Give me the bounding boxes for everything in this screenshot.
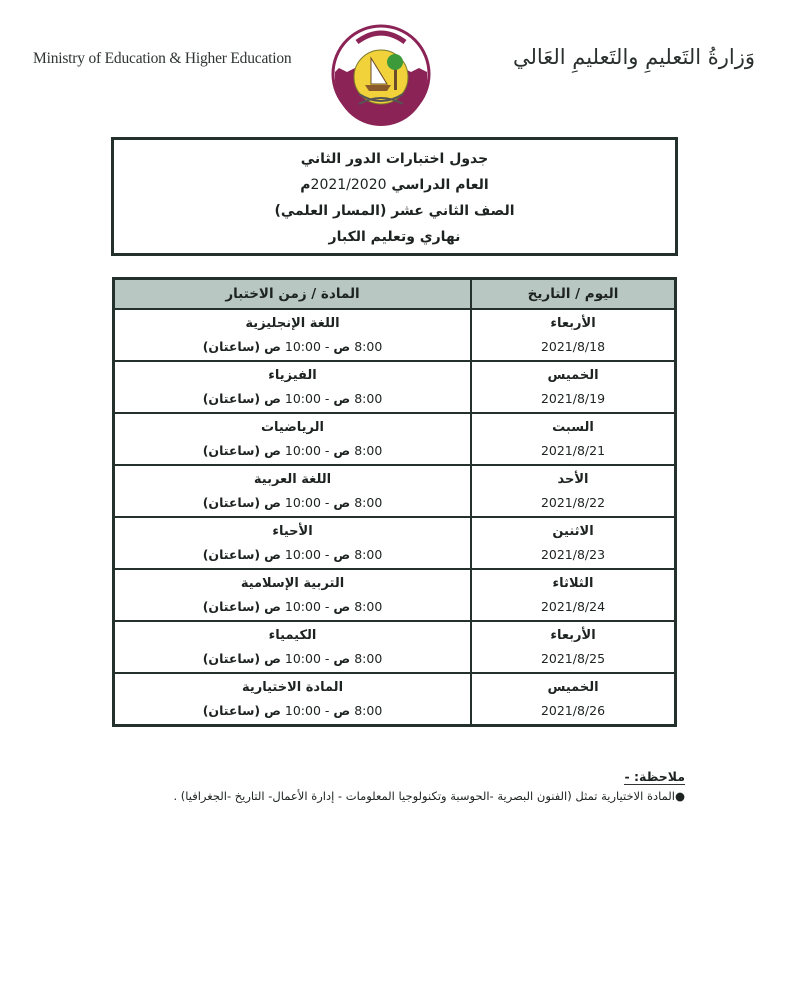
day-date-cell	[471, 465, 676, 517]
day-name: الأحد	[557, 472, 589, 487]
time-dash: -	[324, 495, 330, 510]
table-row	[114, 621, 676, 673]
exam-time	[115, 335, 470, 360]
am-marker: ص	[264, 651, 281, 666]
am-marker: ص	[264, 599, 281, 614]
subject-name: اللغة الإنجليزية	[245, 316, 340, 331]
exam-schedule-table	[112, 277, 677, 727]
am-marker: ص	[333, 495, 351, 510]
exam-date: 2021/8/19	[540, 391, 606, 406]
subject-name: الفيزياء	[268, 368, 317, 383]
exam-date: 2021/8/25	[540, 651, 606, 666]
duration: (ساعتان)	[202, 651, 261, 666]
subject-time-cell	[114, 569, 472, 621]
qatar-emblem-logo	[331, 22, 431, 126]
ministry-name-arabic: وَزارةُ التَعليمِ والتَعليمِ العَالي	[512, 45, 755, 69]
am-marker: ص	[264, 443, 281, 458]
am-marker: ص	[333, 339, 351, 354]
am-marker: ص	[264, 495, 281, 510]
exam-time	[115, 439, 470, 464]
duration: (ساعتان)	[202, 703, 261, 718]
duration: (ساعتان)	[202, 495, 261, 510]
start-time: 8:00	[354, 443, 383, 458]
title-line-4: نهاري وتعليم الكبار	[328, 229, 461, 245]
ministry-name-english: Ministry of Education & Higher Education	[33, 50, 292, 67]
am-marker: ص	[333, 651, 351, 666]
am-marker: ص	[264, 547, 281, 562]
end-time: 10:00	[284, 599, 321, 614]
am-marker: ص	[264, 391, 281, 406]
table-header-row	[114, 279, 676, 310]
end-time: 10:00	[284, 443, 321, 458]
am-marker: ص	[333, 599, 351, 614]
duration: (ساعتان)	[202, 599, 261, 614]
end-time: 10:00	[284, 703, 321, 718]
am-marker: ص	[333, 703, 351, 718]
end-time: 10:00	[284, 391, 321, 406]
am-marker: ص	[333, 443, 351, 458]
am-marker: ص	[264, 339, 281, 354]
exam-date: 2021/8/23	[540, 547, 606, 562]
time-dash: -	[324, 703, 330, 718]
subject-name: الرياضيات	[260, 420, 324, 435]
day-date-cell	[471, 413, 676, 465]
exam-time	[115, 595, 470, 620]
exam-date: 2021/8/22	[540, 495, 606, 510]
time-dash: -	[324, 443, 330, 458]
note-text: ●المادة الاختيارية تمثل (الفنون البصرية -الحوسبة وتكنولوجيا المعلومات - إدارة الأعمال- التاريخ -الجغرافيا) .	[173, 789, 685, 803]
day-name: الاثنين	[552, 524, 594, 539]
subject-time-cell	[114, 413, 472, 465]
table-row	[114, 361, 676, 413]
exam-date: 2021/8/18	[540, 339, 606, 354]
time-dash: -	[324, 339, 330, 354]
table-row	[114, 569, 676, 621]
end-time: 10:00	[284, 651, 321, 666]
academic-year-label: العام الدراسي	[391, 177, 489, 193]
exam-time	[115, 543, 470, 568]
day-date-cell	[471, 309, 676, 361]
table-row	[114, 465, 676, 517]
day-name: الثلاثاء	[552, 576, 594, 591]
subject-time-cell	[114, 309, 472, 361]
start-time: 8:00	[354, 495, 383, 510]
exam-time	[115, 491, 470, 516]
am-marker: ص	[333, 547, 351, 562]
start-time: 8:00	[354, 599, 383, 614]
day-date-cell	[471, 569, 676, 621]
subject-name: التربية الإسلامية	[240, 576, 345, 591]
subject-name: الأحياء	[272, 524, 313, 539]
table-row	[114, 309, 676, 361]
title-line-1: جدول اختبارات الدور الثاني	[300, 151, 489, 167]
subject-name: اللغة العربية	[253, 472, 332, 487]
duration: (ساعتان)	[202, 339, 261, 354]
day-name: الخميس	[547, 680, 599, 695]
duration: (ساعتان)	[202, 443, 261, 458]
exam-time	[115, 699, 470, 724]
start-time: 8:00	[354, 391, 383, 406]
time-dash: -	[324, 547, 330, 562]
am-marker: ص	[264, 703, 281, 718]
table-row	[114, 517, 676, 569]
end-time: 10:00	[284, 495, 321, 510]
subject-time-cell	[114, 621, 472, 673]
day-date-cell	[471, 361, 676, 413]
start-time: 8:00	[354, 651, 383, 666]
table-row	[114, 413, 676, 465]
exam-date: 2021/8/26	[540, 703, 606, 718]
am-marker: ص	[333, 391, 351, 406]
header-day-date: اليوم / التاريخ	[471, 279, 676, 310]
exam-date: 2021/8/24	[540, 599, 606, 614]
day-name: الأربعاء	[550, 628, 596, 643]
day-date-cell	[471, 517, 676, 569]
note-label: ملاحظة: -	[624, 769, 685, 784]
exam-time	[115, 647, 470, 672]
subject-name: المادة الاختيارية	[241, 680, 344, 695]
title-line-3: الصف الثاني عشر (المسار العلمي)	[274, 203, 515, 219]
start-time: 8:00	[354, 339, 383, 354]
end-time: 10:00	[284, 339, 321, 354]
exam-schedule-title-box	[111, 137, 678, 256]
subject-name: الكيمياء	[268, 628, 317, 643]
header-subject-time: المادة / زمن الاختبار	[114, 279, 472, 310]
title-line-2	[114, 172, 675, 198]
day-name: الأربعاء	[550, 316, 596, 331]
year-suffix: م	[300, 177, 311, 193]
exam-time	[115, 387, 470, 412]
subject-time-cell	[114, 673, 472, 726]
subject-time-cell	[114, 517, 472, 569]
day-name: الخميس	[547, 368, 599, 383]
subject-time-cell	[114, 465, 472, 517]
duration: (ساعتان)	[202, 547, 261, 562]
time-dash: -	[324, 651, 330, 666]
day-date-cell	[471, 621, 676, 673]
academic-year: 2021/2020	[310, 177, 387, 193]
end-time: 10:00	[284, 547, 321, 562]
time-dash: -	[324, 391, 330, 406]
start-time: 8:00	[354, 547, 383, 562]
time-dash: -	[324, 599, 330, 614]
exam-date: 2021/8/21	[540, 443, 606, 458]
day-date-cell	[471, 673, 676, 726]
subject-time-cell	[114, 361, 472, 413]
day-name: السبت	[552, 420, 594, 435]
table-row	[114, 673, 676, 726]
duration: (ساعتان)	[202, 391, 261, 406]
start-time: 8:00	[354, 703, 383, 718]
